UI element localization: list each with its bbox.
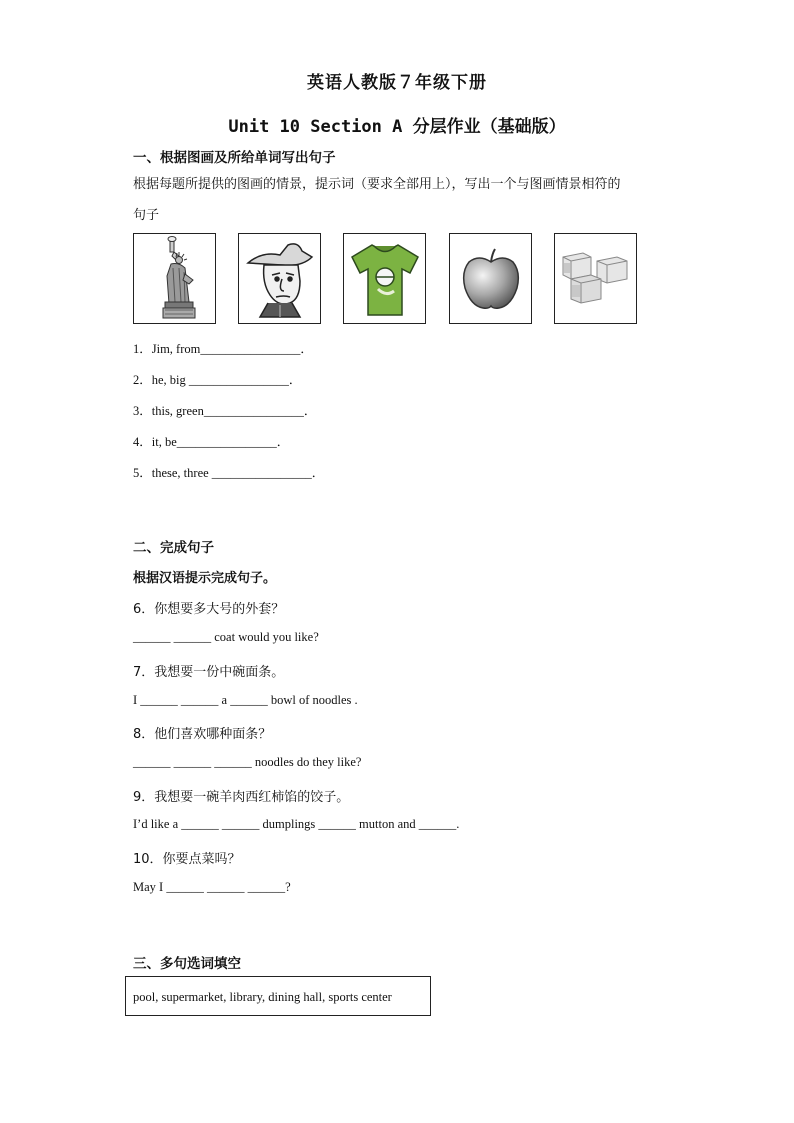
page-subtitle: Unit 10 Section A 分层作业（基础版） (228, 117, 566, 137)
exercise-item-7-prompt: 7．我想要一份中碗面条。 (133, 665, 285, 680)
section2-heading: 二、完成句子 (133, 540, 214, 556)
exercise-item-10-answer: May I ______ ______ ______? (133, 880, 291, 894)
exercise-item-8-prompt: 8．他们喜欢哪种面条？ (133, 727, 272, 742)
section1-heading: 一、根据图画及所给单词写出句子 (133, 150, 336, 166)
word-bank-box: pool, supermarket, library, dining hall, sports center (125, 976, 431, 1016)
exercise-item-9-prompt: 9．我想要一碗羊肉西红柿馅的饺子。 (133, 790, 350, 805)
exercise-item-7-answer: I ______ ______ a ______ bowl of noodles . (133, 693, 358, 707)
exercise-item-3: 3．this, green________________． (133, 404, 317, 418)
page-title: 英语人教版７年级下册 (307, 73, 487, 93)
exercise-item-8-answer: ______ ______ ______ noodles do they like? (133, 755, 362, 769)
exercise-item-9-answer: I’d like a ______ ______ dumplings ______ mutton and ______. (133, 817, 460, 831)
exercise-item-4: 4．it, be________________． (133, 435, 290, 449)
section1-instruction-cont: 句子 (133, 208, 160, 223)
boxes-icon (559, 249, 633, 309)
exercise-item-5: 5．these, three ________________． (133, 466, 325, 480)
section2-instruction: 根据汉语提示完成句子。 (133, 571, 277, 586)
picture-frame-3 (343, 233, 426, 324)
exercise-item-6-answer: ______ ______ coat would you like? (133, 630, 319, 644)
green-tshirt-icon (348, 239, 422, 319)
exercise-item-2: 2．he, big ________________． (133, 373, 302, 387)
picture-frame-4 (449, 233, 532, 324)
picture-frame-5 (554, 233, 637, 324)
picture-frame-1 (133, 233, 216, 324)
section1-instruction: 根据每题所提供的图画的情景，提示词（要求全部用上），写出一个与图画情景相符的 (133, 177, 621, 192)
apple-icon (459, 246, 523, 312)
man-with-hat-icon (242, 237, 318, 321)
picture-frame-2 (238, 233, 321, 324)
exercise-item-6-prompt: 6．你想要多大号的外套？ (133, 602, 285, 617)
exercise-item-1: 1．Jim, from________________． (133, 342, 313, 356)
section3-heading: 三、多句选词填空 (133, 956, 241, 972)
exercise-item-10-prompt: 10．你要点菜吗？ (133, 852, 241, 867)
statue-of-liberty-icon (145, 236, 205, 322)
